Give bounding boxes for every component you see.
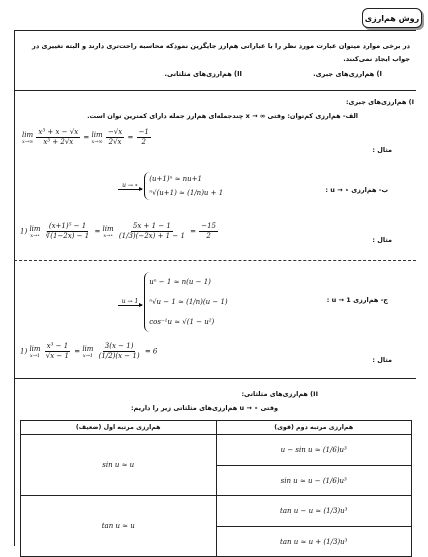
ex1-frac-2: $\frac{-√x}{2√x}$ [107,128,123,146]
ex1-frac-1: $\frac{\text{x³ + x − √x}}{\text{x³ + 2√x}}$ [38,128,79,146]
separator-dashed [14,260,416,261]
section2-sub: وقتی ∘ → u هم‌ارزی‌های مثلثاتی زیر را داریم: [130,404,278,412]
table-cell-strong: u − sin u ≈ (1/6)u³ [280,446,347,454]
separator-1 [14,90,416,91]
equivalence-table [20,420,412,557]
ex1-lim: lim x→∞ [22,130,34,145]
example-3-formula: 1) lim x→1 $\frac{\text{x³ − 1}}{√x - 1}$ = lim x→1 $\frac{3(x - 1)}{(1/2)(x - 1)}$ = 6 [20,342,158,360]
section2-heading: II) هم‌ارزی‌های مثلثاتی: [241,390,318,398]
ex2-number: 1 [20,227,25,236]
page-title: روش هم‌ارزی [362,8,422,28]
sys-c-line-3: cos⁻¹u ≈ √(1 − u²) [149,318,215,326]
ex2-frac-2: $\frac{5x + 1 - 1}{(1/3)(-2x) + 1 - 1}$ [118,222,185,240]
intro-item-2: II) هم‌ارزی‌های مثلثاتی. [164,70,242,78]
left-frame [14,30,15,546]
table-cell-strong: sin u ≈ u − (1/6)u³ [217,465,412,495]
table-cell-weak: tan u ≈ u [21,496,217,557]
ex3-result: = 6 [144,347,158,356]
sys-b-line-1: (u+1)ⁿ ≈ nu+1 [149,175,203,183]
table-row [21,435,412,496]
table-header-weak: هم‌ارزی مرتبه اول (ضعیف) [21,421,217,435]
example-2-formula: 1) lim x→∘ $\frac{\text{(x+1)⁵ − 1}}{∛(1-2x) - 1}$ = lim x→∘ $\frac{5x + 1 - 1}{(1/3)(-2x) + 1 - 1}$ = $\frac{-15}{2}$ [20,222,217,240]
example-1-label: مثال : [372,146,392,154]
ex2-frac-1: $\frac{\text{(x+1)⁵ − 1}}{∛(1-2x) - 1}$ [45,222,90,240]
ex1-frac-3: $\frac{-1}{2}$ [138,128,149,146]
table-cell-strong: tan u − u ≈ (1/3)u³ [280,507,348,515]
intro-paragraph: در برخی موارد میتوان عبارت مورد نظر را با عباراتی هم‌ارز جایگزین نمودکه محاسبه راحت‌تری دارند و البته تغییری در جواب ایجاد نمی‌کنند. [32,42,410,63]
section1-heading: I) هم‌ارزی‌های جبری: [345,98,414,106]
ex3-frac-1: $\frac{\text{x³ − 1}}{√x - 1}$ [45,342,69,360]
section1-sub-b: ب- هم‌ارزی ∘ → u : [325,186,388,194]
section1-sub-c: ج- هم‌ارزی 1 → u : [326,296,388,304]
example-2-label: مثال : [372,236,392,244]
table-row [21,496,412,557]
section1-sub-a: الف- هم‌ارزی کم‌توان: وقتی ∞ → x چندجمله‌ای هم‌ارز جمله دارای کمترین توان است. [87,112,358,120]
ex2-frac-3: $\frac{-15}{2}$ [201,222,217,240]
ex3-number: 1 [20,347,25,356]
table-header-strong: هم‌ارزی مرتبه دوم (قوی) [216,421,412,435]
intro-item-1: I) هم‌ارزی‌های جبری. [313,70,382,78]
table-cell-strong: tan u ≈ u + (1/3)u³ [217,526,412,556]
system-c: u → 1 uⁿ − 1 ≈ n(u − 1) ⁿ√u − 1 ≈ (1/n)(u − 1) cos⁻¹u ≈ √(1 − u²) [118,272,228,332]
sys-b-line-2: ⁿ√(u+1) ≈ (1/n)u + 1 [149,189,224,197]
sys-c-line-1: uⁿ − 1 ≈ n(u − 1) [149,278,211,286]
table-cell-weak: sin u ≈ u [21,435,217,496]
sys-c-line-2: ⁿ√u − 1 ≈ (1/n)(u − 1) [149,298,228,306]
example-1-formula: lim x→∞ $\frac{\text{x³ + x − √x}}{\text{x³ + 2√x}}$ = lim x→∞ $\frac{-√x}{2√x}$ = $\frac{-1}{2}$ [22,128,149,146]
ex3-frac-2: $\frac{3(x - 1)}{(1/2)(x - 1)}$ [98,342,140,360]
example-3-label: مثال : [372,356,392,364]
separator-2 [14,378,416,379]
system-b: u → ∘ (u+1)ⁿ ≈ nu+1 ⁿ√(u+1) ≈ (1/n)u + 1 [118,172,223,200]
top-rule [14,30,416,31]
